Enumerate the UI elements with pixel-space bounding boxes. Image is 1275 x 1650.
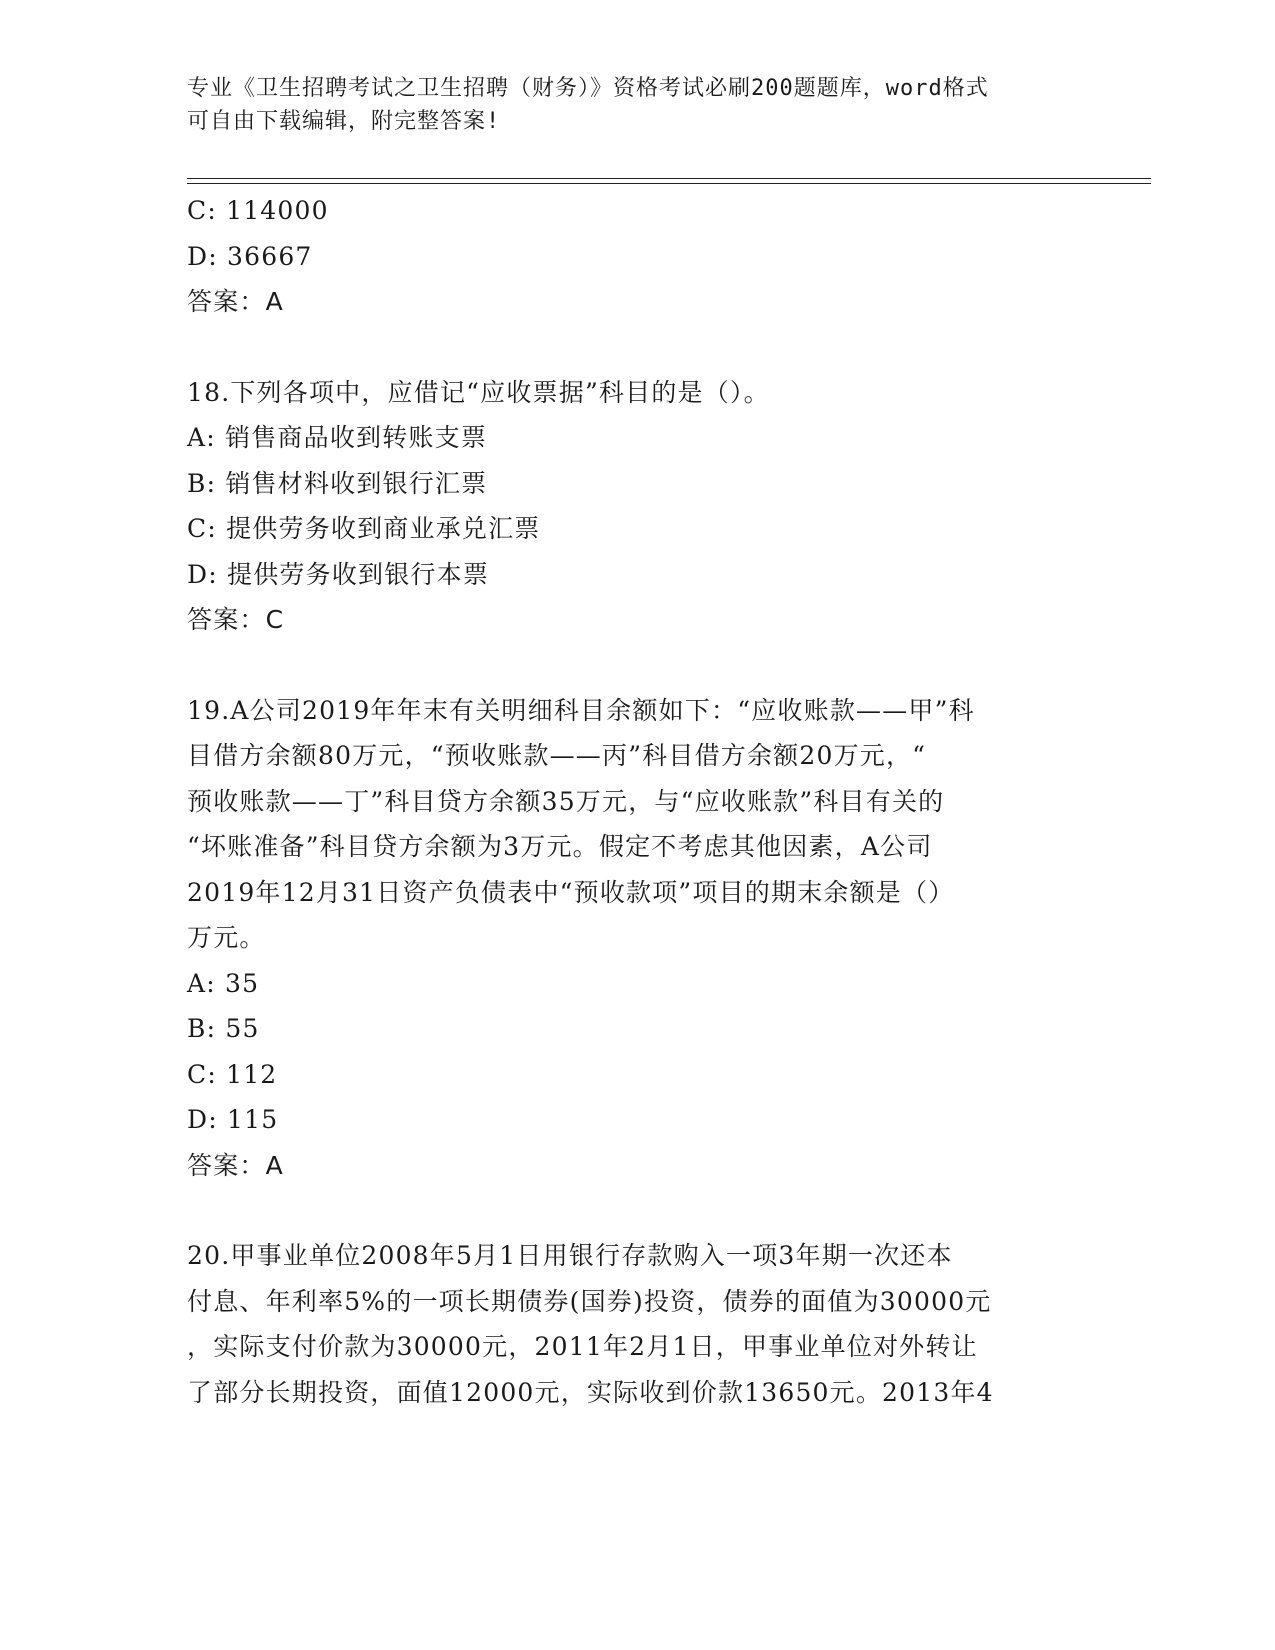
header-divider-bottom — [187, 183, 1151, 184]
spacer — [187, 643, 1087, 688]
answer-line: 答案：A — [187, 1150, 284, 1180]
header-divider-top — [187, 178, 1151, 179]
option-d: D: 115 — [187, 1105, 279, 1134]
answer-line: 答案：C — [187, 605, 285, 634]
question-stem-line: 万元。 — [187, 923, 266, 952]
question-stem-line: ，实际支付价款为30000元，2011年2月1日，甲事业单位对外转让 — [187, 1332, 978, 1361]
question-stem-line: “坏账准备”科目贷方余额为3万元。假定不考虑其他因素，A公司 — [187, 832, 933, 861]
header-title-line-2: 可自由下载编辑，附完整答案! — [187, 109, 501, 134]
option-a: A: 35 — [187, 968, 260, 998]
option-a: A: 销售商品收到转账支票 — [187, 423, 488, 452]
question-stem-line: 20.甲事业单位2008年5月1日用银行存款购入一项3年期一次还本 — [187, 1241, 953, 1270]
question-stem-line: 付息、年利率5%的一项长期债券(国券)投资，债券的面值为30000元 — [187, 1286, 992, 1316]
question-stem-line: 目借方余额80万元，“预收账款——丙”科目借方余额20万元，“ — [187, 741, 927, 770]
question-17-tail — [187, 188, 1087, 325]
question-18 — [187, 370, 1087, 643]
spacer — [187, 1188, 1087, 1233]
document-header — [187, 72, 1067, 138]
question-stem-line: 了部分长期投资，面值12000元，实际收到价款13650元。2013年4 — [187, 1377, 994, 1407]
option-c: C: 提供劳务收到商业承兑汇票 — [187, 514, 541, 543]
option-c: C: 112 — [187, 1059, 278, 1089]
answer-line: 答案：A — [187, 287, 284, 316]
question-content — [187, 188, 1087, 1415]
question-stem-line: 19.A公司2019年年末有关明细科目余额如下：“应收账款——甲”科 — [187, 695, 975, 725]
header-title-line-1: 专业《卫生招聘考试之卫生招聘（财务）》资格考试必刷200题题库，word格式 — [187, 76, 989, 101]
option-b: B: 销售材料收到银行汇票 — [187, 468, 488, 498]
spacer — [187, 325, 1087, 370]
question-stem-line: 2019年12月31日资产负债表中“预收款项”项目的期末余额是（） — [187, 877, 955, 907]
question-19 — [187, 688, 1087, 1189]
option-c: C: 114000 — [187, 196, 329, 225]
question-20 — [187, 1233, 1087, 1415]
question-stem-line: 预收账款——丁”科目贷方余额35万元，与“应收账款”科目有关的 — [187, 786, 945, 816]
option-d: D: 提供劳务收到银行本票 — [187, 559, 490, 589]
question-stem-line: 18.下列各项中，应借记“应收票据”科目的是（）。 — [187, 377, 770, 407]
option-d: D: 36667 — [187, 241, 313, 271]
option-b: B: 55 — [187, 1014, 260, 1043]
